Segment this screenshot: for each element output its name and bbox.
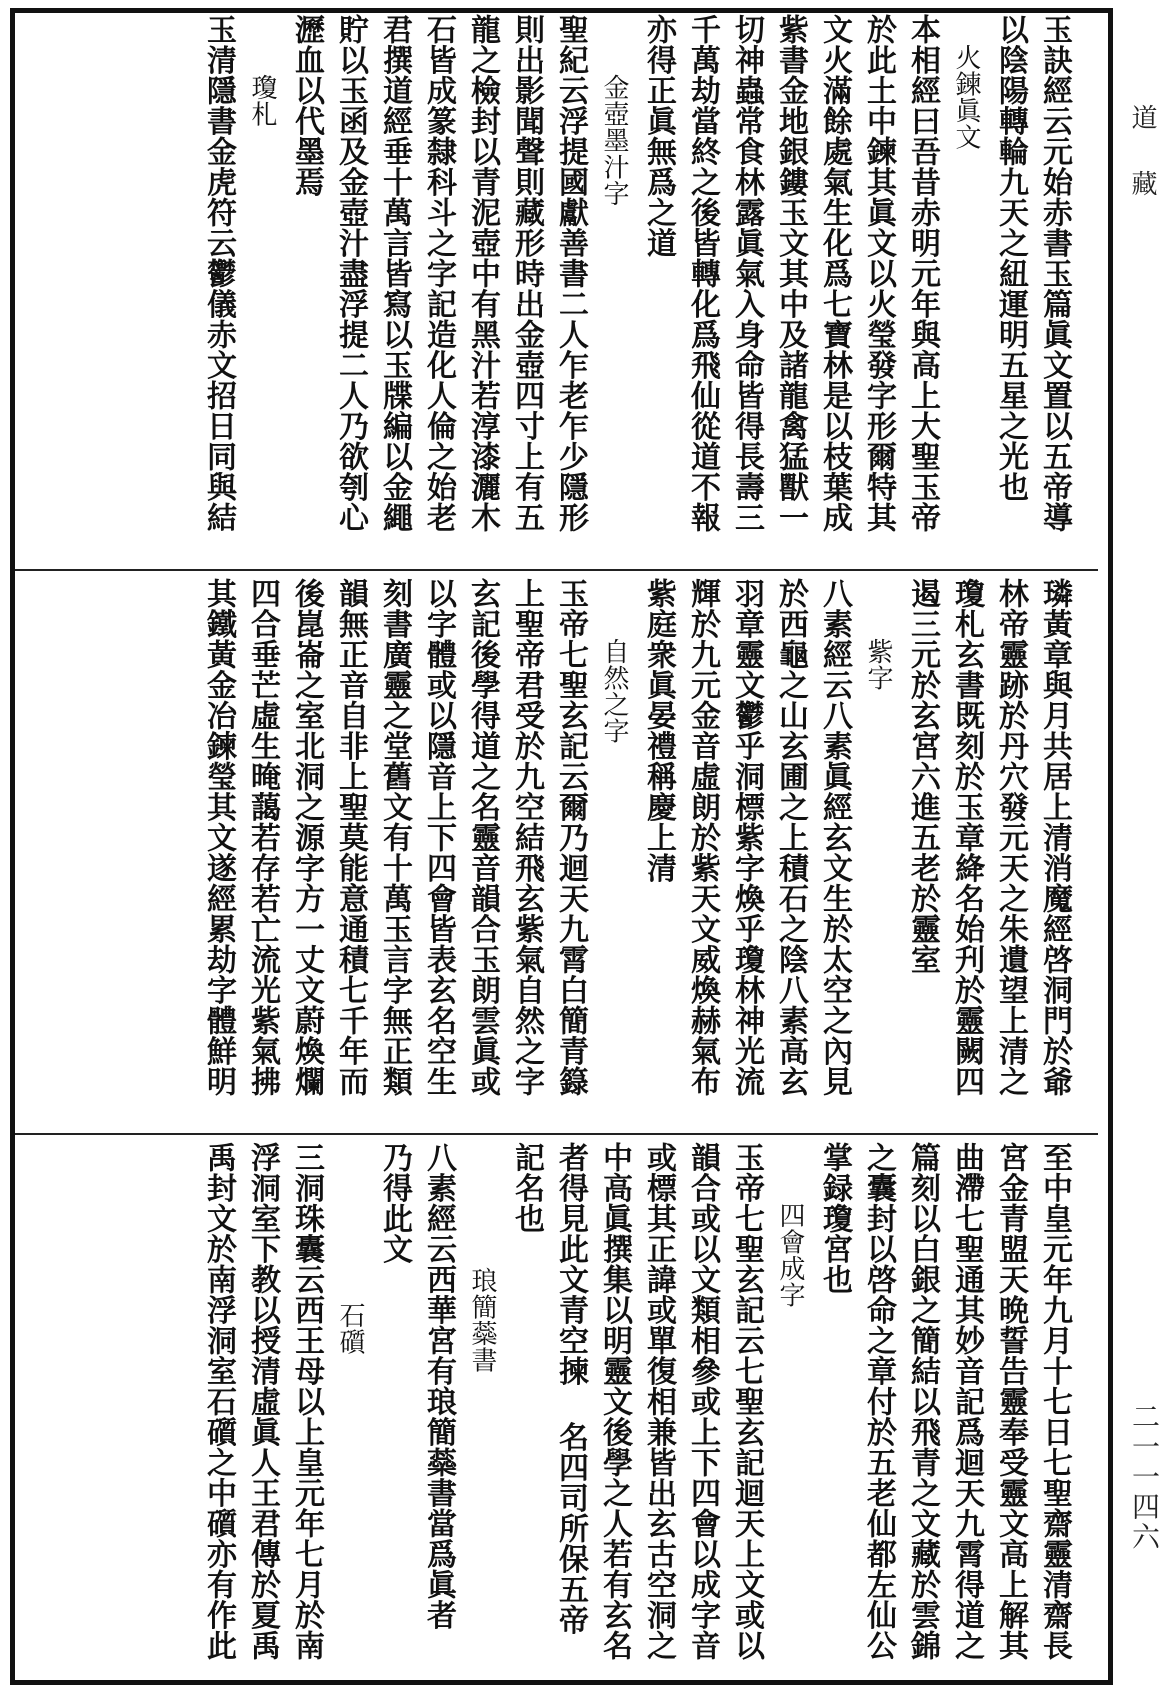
collection-title: 道藏 bbox=[1127, 104, 1157, 236]
text-column: 紫庭衆眞晏禮稱慶上清 bbox=[641, 578, 676, 883]
text-column: 三洞珠囊云西王母以上皇元年七月於南 bbox=[289, 1142, 324, 1661]
text-column: 貯以玉函及金壺汁盡浮提二人乃欲刳心 bbox=[333, 14, 368, 533]
text-column: 玄記後學得道之名靈音韻合玉朗雲眞或 bbox=[465, 578, 500, 1097]
text-column: 於西龜之山玄圃之上積石之陰八素高玄 bbox=[773, 578, 808, 1097]
text-column: 其鐵黃金冶鍊瑩其文遂經累劫字體鮮明 bbox=[201, 578, 236, 1097]
column-group bbox=[16, 578, 1076, 1126]
text-column: 羽章靈文鬱乎洞標紫字煥乎瓊林神光流 bbox=[729, 578, 764, 1097]
text-column: 乃得此文 bbox=[377, 1142, 412, 1264]
text-column: 千萬劫當終之後皆轉化爲飛仙從道不報 bbox=[685, 14, 720, 533]
text-column: 者得見此文青空揀 名四司所保五帝 bbox=[553, 1142, 588, 1635]
text-column: 八素經云西華宮有琅簡蘂書當爲眞者 bbox=[421, 1142, 456, 1630]
section-heading: 自然之字 bbox=[599, 638, 629, 744]
panel-divider bbox=[15, 1133, 1098, 1135]
text-column: 瓊札玄書既刻於玉章絳名始刋於靈闕四 bbox=[949, 578, 984, 1097]
text-column: 瀝血以代墨焉 bbox=[289, 14, 324, 197]
text-column: 上聖帝君受於九空結飛玄紫氣自然之字 bbox=[509, 578, 544, 1097]
text-column: 聖紀云浮提國獻善書二人乍老乍少隱形 bbox=[553, 14, 588, 533]
text-column: 後崑崙之室北洞之源字方一丈文蔚煥爛 bbox=[289, 578, 324, 1097]
text-column: 玉訣經云元始赤書玉篇眞文置以五帝導 bbox=[1037, 14, 1072, 533]
text-panel-middle bbox=[16, 578, 1076, 1126]
text-column: 篇刻以白銀之簡結以飛青之文藏於雲錦 bbox=[905, 1142, 940, 1661]
text-column: 韻無正音自非上聖莫能意通積七千年而 bbox=[333, 578, 368, 1097]
text-column: 韻合或以文類相參或上下四會以成字音 bbox=[685, 1142, 720, 1661]
text-column: 龍之檢封以青泥壺中有黑汁若淳漆灑木 bbox=[465, 14, 500, 533]
text-column: 禹封文於南浮洞室石礩之中礩亦有作此 bbox=[201, 1142, 236, 1661]
text-column: 記名也 bbox=[509, 1142, 544, 1234]
text-column: 遏三元於玄宮六進五老於靈室 bbox=[905, 578, 940, 975]
text-column: 輝於九元金音虛朗於紫天文威煥赫氣布 bbox=[685, 578, 720, 1097]
text-column: 璘黃章與月共居上清消魔經啓洞門於爺 bbox=[1037, 578, 1072, 1097]
text-column: 之囊封以啓命之章付於五老仙都左仙公 bbox=[861, 1142, 896, 1661]
text-column: 刻書廣靈之堂舊文有十萬玉言字無正類 bbox=[377, 578, 412, 1097]
text-column: 則出影聞聲則藏形時出金壺四寸上有五 bbox=[509, 14, 544, 533]
text-column: 君撰道經垂十萬言皆寫以玉牒編以金繩 bbox=[377, 14, 412, 533]
page-number: 二一一四六 bbox=[1128, 1402, 1161, 1552]
section-heading: 石礩 bbox=[335, 1302, 365, 1355]
text-column: 中高眞撰集以明靈文後學之人若有玄名 bbox=[597, 1142, 632, 1661]
text-column: 浮洞室下教以授清虛眞人王君傳於夏禹 bbox=[245, 1142, 280, 1661]
section-heading: 瓊札 bbox=[247, 74, 277, 127]
text-column: 林帝靈跡於丹穴發元天之朱遺望上清之 bbox=[993, 578, 1028, 1097]
column-group bbox=[16, 14, 1076, 562]
section-heading: 琅簡蘂書 bbox=[467, 1267, 497, 1373]
section-heading: 紫字 bbox=[863, 638, 893, 691]
text-column: 玉帝七聖玄記云七聖玄記迴天上文或以 bbox=[729, 1142, 764, 1661]
text-column: 掌録瓊宮也 bbox=[817, 1142, 852, 1295]
text-column: 或標其正諱或單復相兼皆出玄古空洞之 bbox=[641, 1142, 676, 1661]
text-column: 亦得正眞無爲之道 bbox=[641, 14, 676, 258]
text-column: 宮金青盟天晩誓告靈奉受靈文高上解其 bbox=[993, 1142, 1028, 1661]
section-heading: 火鍊眞文 bbox=[951, 44, 981, 150]
text-column: 切神蟲常食林露眞氣入身命皆得長壽三 bbox=[729, 14, 764, 533]
text-column: 於此土中鍊其眞文以火瑩發字形爾特其 bbox=[861, 14, 896, 533]
section-heading: 四會成字 bbox=[775, 1202, 805, 1308]
section-heading: 金壺墨汁字 bbox=[599, 74, 629, 207]
text-column: 以字體或以隱音上下四會皆表玄名空生 bbox=[421, 578, 456, 1097]
text-column: 紫書金地銀鏤玉文其中及諸龍禽猛獸一 bbox=[773, 14, 808, 533]
text-column: 本相經曰吾昔赤明元年與高上大聖玉帝 bbox=[905, 14, 940, 533]
text-column: 玉清隱書金虎符云鬱儀赤文招日同與結 bbox=[201, 14, 236, 533]
text-column: 八素經云八素眞經玄文生於太空之內見 bbox=[817, 578, 852, 1097]
text-column: 以陰陽轉輪九天之紐運明五星之光也 bbox=[993, 14, 1028, 502]
text-column: 四合垂芒虛生晻藹若存若亡流光紫氣拂 bbox=[245, 578, 280, 1097]
text-column: 至中皇元年九月十七日七聖齋靈清齋長 bbox=[1037, 1142, 1072, 1661]
text-column: 玉帝七聖玄記云爾乃迴天九霄白簡青籙 bbox=[553, 578, 588, 1097]
text-column: 文火滿餘處氣生化爲七寶林是以枝葉成 bbox=[817, 14, 852, 533]
text-column: 曲滯七聖通其妙音記爲迴天九霄得道之 bbox=[949, 1142, 984, 1661]
text-panel-bottom bbox=[16, 1142, 1076, 1666]
text-panel-top bbox=[16, 14, 1076, 562]
panel-divider bbox=[15, 569, 1098, 571]
column-group bbox=[16, 1142, 1076, 1666]
text-column: 石皆成篆隸科斗之字記造化人倫之始老 bbox=[421, 14, 456, 533]
